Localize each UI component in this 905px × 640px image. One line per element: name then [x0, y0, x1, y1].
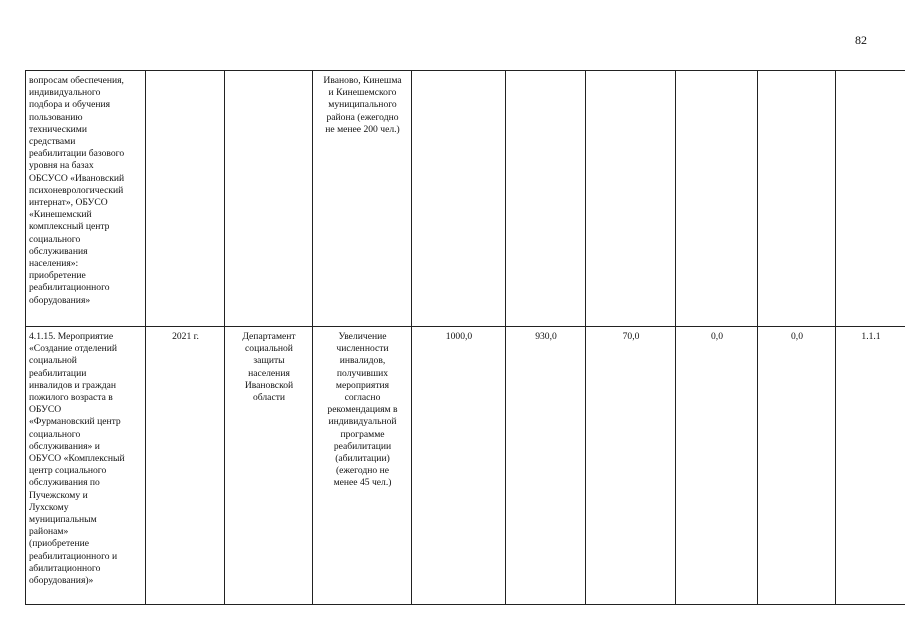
executor-cell [225, 71, 313, 327]
expected-result: Увеличение численности инвалидов, получивших мероприятия согласно рекомендациям в индивидуальной программе реабилитации (абилитации) (ежегодно не менее 45 чел.) [327, 331, 398, 489]
measure-name: 4.1.15. Мероприятие «Создание отделений социальной реабилитации инвалидов и граждан пожилого возраста в ОБУСО «Фурмановский центр социального обслуживания» и ОБУСО «Комплексный центр социального обслуживания по Пучежскому и Лухскому муниципальным районам» (приобретение реабилитационного и абилитационного оборудования)» [29, 331, 125, 587]
other-cell [758, 71, 836, 327]
federal-value: 930,0 [535, 331, 557, 342]
measure-name: вопросам обеспечения, индивидуального подбора и обучения пользованию техническими средствами реабилитации базового уровня на базах ОБСУСО «Ивановский психоневрологический интернат», ОБУСО «Кинешемский комплексный центр социального обслуживания населения»: приобретение реабилитационного оборудования» [29, 75, 125, 306]
expected-result: Иваново, Кинешма и Кинешемского муниципального района (ежегодно не менее 200 чел.) [323, 75, 402, 135]
table-row [26, 327, 905, 605]
regional-value: 70,0 [622, 331, 640, 342]
regional-cell [586, 327, 676, 605]
executor: Департамент социальной защиты населения Ивановской области [242, 331, 296, 404]
federal-cell [506, 71, 586, 327]
measure-name-cell [26, 71, 146, 327]
regional-cell [586, 71, 676, 327]
page-number: 82 [855, 33, 867, 47]
table-row [26, 71, 905, 327]
measure-name-cell [26, 327, 146, 605]
year-cell [146, 71, 225, 327]
result-cell [313, 327, 412, 605]
link-cell [836, 327, 905, 605]
total-value: 1000,0 [445, 331, 473, 342]
link-value: 1.1.1 [861, 331, 881, 342]
total-cell [412, 327, 506, 605]
federal-cell [506, 327, 586, 605]
local-cell [676, 71, 758, 327]
total-cell [412, 71, 506, 327]
executor-cell [225, 327, 313, 605]
other-value: 0,0 [791, 331, 803, 342]
year: 2021 г. [172, 331, 199, 342]
result-cell [313, 71, 412, 327]
link-cell [836, 71, 905, 327]
local-value: 0,0 [711, 331, 723, 342]
local-cell [676, 327, 758, 605]
year-cell [146, 327, 225, 605]
other-cell [758, 327, 836, 605]
measures-table [25, 70, 905, 605]
